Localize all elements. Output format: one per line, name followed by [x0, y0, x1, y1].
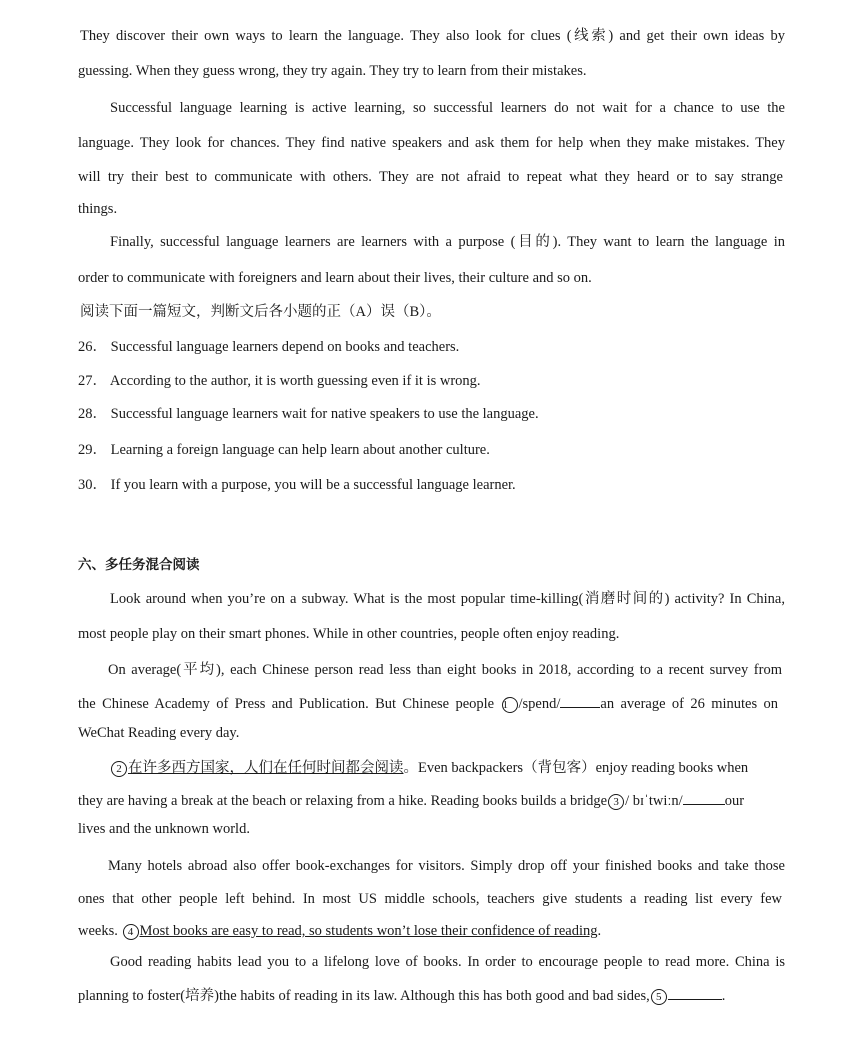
question-text: According to the author, it is worth guessing even if it is wrong. [109, 373, 481, 389]
passage-line: guessing. When they guess wrong, they try again. They try to learn from their mistakes. [78, 63, 587, 79]
line-text: planning to foster(培养)the habits of reading in its law. Although this has both good and bad sides, [78, 988, 650, 1004]
translation-sentence: Most books are easy to read, so students won’t lose their confidence of reading [139, 923, 598, 939]
passage-line: ones that other people left behind. In most US middle schools, teachers give students a reading list every few [78, 891, 782, 907]
line-text: an average of 26 minutes on [600, 696, 778, 712]
question-number: 29． [78, 442, 107, 458]
question-item [78, 476, 516, 494]
question-text: If you learn with a purpose, you will be a successful language learner. [110, 477, 516, 493]
question-text: Successful language learners depend on books and teachers. [110, 339, 460, 355]
line-text: 。Even backpackers（背包客）enjoy reading books when [403, 760, 749, 776]
blank-number-marker: 2 [111, 761, 127, 777]
passage-line: lives and the unknown world. [78, 821, 250, 837]
passage-line: order to communicate with foreigners and learn about their lives, their culture and so on. [78, 270, 592, 286]
blank-number-marker: 5 [651, 989, 667, 1005]
answer-blank[interactable] [668, 987, 722, 1000]
line-text: weeks. [78, 923, 118, 939]
question-number: 30． [78, 477, 107, 493]
question-text: Learning a foreign language can help learn about another culture. [110, 442, 490, 458]
line-text: . [597, 923, 602, 939]
passage-line [78, 695, 778, 713]
passage-line: most people play on their smart phones. While in other countries, people often enjoy reading. [78, 626, 620, 642]
passage-line [78, 792, 744, 810]
given-word: /spend/ [518, 696, 561, 712]
question-text: Successful language learners wait for native speakers to use the language. [110, 406, 539, 422]
blank-number-marker: 1 [502, 697, 518, 713]
question-number: 27． [78, 373, 107, 389]
passage-line [78, 922, 601, 940]
passage-line: will try their best to communicate with others. They are not afraid to repeat what they heard or to say strange [78, 169, 783, 185]
section-heading: 六、多任务混合阅读 [78, 557, 200, 573]
passage-line: Many hotels abroad also offer book-exchanges for visitors. Simply drop off your finished books and take those [108, 858, 785, 874]
line-text: . [721, 988, 726, 1004]
phonetic-hint: / bɪˈtwiːn/ [625, 793, 683, 809]
line-text: they are having a break at the beach or relaxing from a hike. Reading books builds a bridge [78, 793, 608, 809]
question-item [78, 338, 459, 356]
passage-line: Good reading habits lead you to a lifelong love of books. In order to encourage people to read more. China is [110, 954, 785, 970]
line-text: the Chinese Academy of Press and Publication. But Chinese people [78, 696, 495, 712]
passage-line [110, 759, 748, 777]
blank-number-marker: 3 [608, 794, 624, 810]
passage-line: WeChat Reading every day. [78, 725, 240, 741]
passage-line [78, 987, 725, 1005]
passage-line: They discover their own ways to learn the language. They also look for clues (线索) and get their own ideas by [80, 28, 785, 44]
answer-blank[interactable] [683, 792, 725, 805]
question-item [78, 372, 481, 390]
passage-line: things. [78, 201, 118, 217]
line-text: our [724, 793, 745, 809]
question-number: 26． [78, 339, 107, 355]
answer-blank[interactable] [560, 695, 600, 708]
passage-line: Finally, successful language learners are learners with a purpose (目的). They want to learn the language in [110, 234, 785, 250]
passage-line: Look around when you’re on a subway. What is the most popular time-killing(消磨时间的) activity? In China, [110, 591, 785, 607]
passage-line: Successful language learning is active learning, so successful learners do not wait for a chance to use the [110, 100, 785, 116]
passage-line: language. They look for chances. They find native speakers and ask them for help when they make mistakes. They [78, 135, 785, 151]
passage-line: On average(平均), each Chinese person read less than eight books in 2018, according to a recent survey from [108, 662, 782, 678]
instruction: 阅读下面一篇短文，判断文后各小题的正（A）误（B）。 [80, 304, 441, 320]
question-item [78, 405, 539, 423]
question-number: 28． [78, 406, 107, 422]
translation-sentence: 在许多西方国家，人们在任何时间都会阅读 [128, 760, 404, 776]
question-item [78, 441, 490, 459]
blank-number-marker: 4 [123, 924, 139, 940]
